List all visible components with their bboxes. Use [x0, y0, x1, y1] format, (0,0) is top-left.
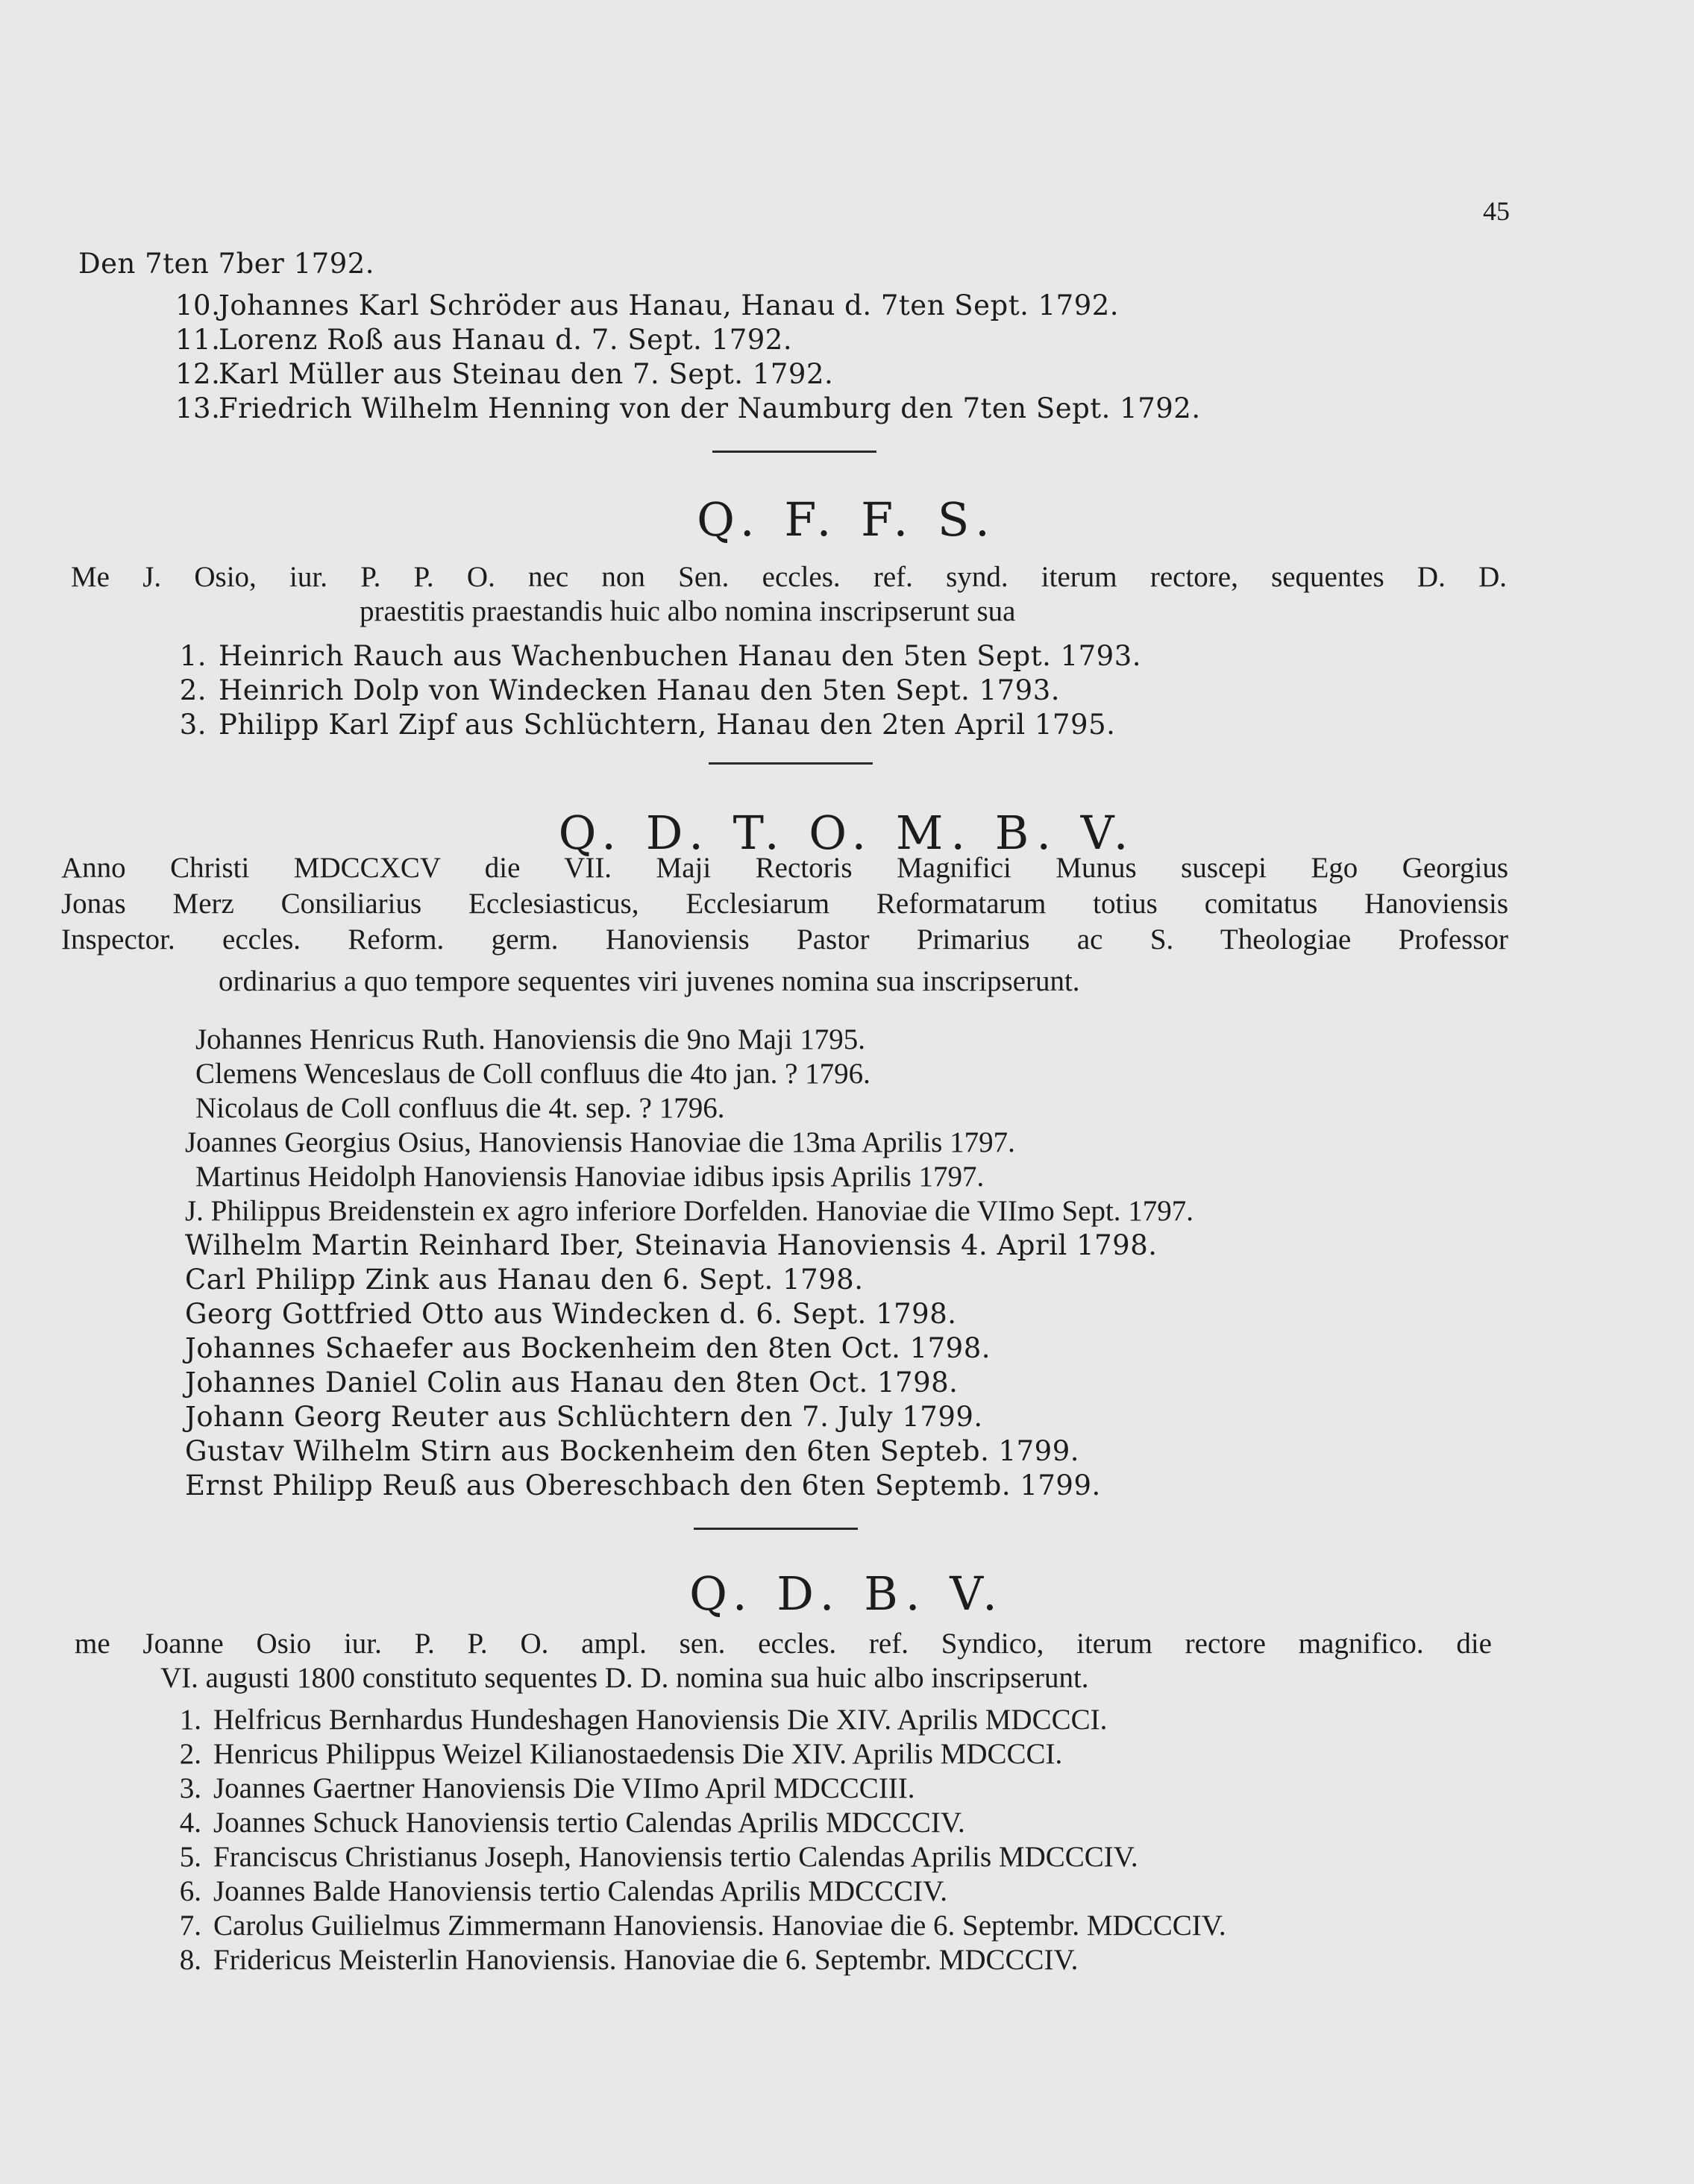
list-item	[175, 391, 1201, 427]
list-item	[170, 1874, 947, 1910]
section-divider	[712, 451, 876, 453]
intro-line: praestitis praestandis huic albo nomina inscripserunt sua	[360, 595, 1016, 627]
list-item: Georg Gottfried Otto aus Windecken d. 6. Sept. 1798.	[185, 1298, 957, 1330]
list-item-number: 11.	[175, 324, 221, 356]
list-item-text: Heinrich Dolp von Windecken Hanau den 5ten Sept. 1793.	[219, 674, 1061, 706]
section-divider	[694, 1528, 858, 1530]
list-item: Ernst Philipp Reuß aus Obereschbach den 6ten Septemb. 1799.	[185, 1469, 1101, 1502]
list-item-text: Johannes Karl Schröder aus Hanau, Hanau d. 7ten Sept. 1792.	[219, 289, 1120, 321]
list-item-text: Joannes Gaertner Hanoviensis Die VIImo April MDCCCIII.	[213, 1772, 915, 1804]
list-item: Martinus Heidolph Hanoviensis Hanoviae idibus ipsis Aprilis 1797.	[195, 1161, 985, 1193]
list-item	[170, 1702, 1107, 1738]
intro-line: ordinarius a quo tempore sequentes viri juvenes nomina sua inscripserunt.	[219, 965, 1080, 997]
list-item: J. Philippus Breidenstein ex agro inferiore Dorfelden. Hanoviae die VIImo Sept. 1797.	[185, 1195, 1194, 1227]
list-item	[170, 1908, 1226, 1944]
list-item	[175, 673, 1060, 709]
section-heading: Q. D. T. O. M. B. V.	[558, 806, 1136, 860]
list-item-text: Karl Müller aus Steinau den 7. Sept. 1792.	[219, 358, 834, 390]
date-line: Den 7ten 7ber 1792.	[78, 248, 375, 280]
list-item-number: 2.	[179, 1738, 201, 1770]
list-item	[175, 638, 1141, 674]
list-item-text: Joannes Balde Hanoviensis tertio Calendas Aprilis MDCCCIV.	[213, 1875, 947, 1907]
list-item-number: 1.	[179, 640, 207, 672]
list-item-number: 3.	[179, 1772, 201, 1804]
list-item	[170, 1805, 965, 1841]
section-heading: Q. F. F. S.	[697, 492, 997, 547]
list-item-text: Helfricus Bernhardus Hundeshagen Hanoviensis Die XIV. Aprilis MDCCCI.	[213, 1704, 1108, 1736]
list-item: Johannes Daniel Colin aus Hanau den 8ten Oct. 1798.	[185, 1366, 959, 1399]
list-item	[170, 1736, 1062, 1772]
list-item: Joannes Georgius Osius, Hanoviensis Hanoviae die 13ma Aprilis 1797.	[185, 1126, 1015, 1158]
list-item-number: 3.	[179, 709, 207, 741]
list-item: Johannes Schaefer aus Bockenheim den 8ten Oct. 1798.	[185, 1332, 991, 1364]
list-item-text: Heinrich Rauch aus Wachenbuchen Hanau den 5ten Sept. 1793.	[219, 640, 1142, 672]
list-item-text: Henricus Philippus Weizel Kilianostaedensis Die XIV. Aprilis MDCCCI.	[213, 1738, 1063, 1770]
intro-line: me Joanne Osio iur. P. P. O. ampl. sen. eccles. ref. Syndico, iterum rectore magnifico. die	[75, 1628, 1492, 1660]
list-item-number: 5.	[179, 1841, 201, 1873]
list-item-text: Philipp Karl Zipf aus Schlüchtern, Hanau den 2ten April 1795.	[219, 709, 1116, 741]
intro-line: VI. augusti 1800 constituto sequentes D. D. nomina sua huic albo inscripserunt.	[160, 1662, 1089, 1694]
intro-line: Jonas Merz Consiliarius Ecclesiasticus, Ecclesiarum Reformatarum totius comitatus Hanoviensis	[61, 888, 1508, 920]
list-item-number: 4.	[179, 1807, 201, 1839]
list-item: Gustav Wilhelm Stirn aus Bockenheim den 6ten Septeb. 1799.	[185, 1435, 1080, 1467]
list-item-text: Lorenz Roß aus Hanau d. 7. Sept. 1792.	[219, 324, 793, 356]
list-item	[175, 288, 1119, 324]
list-item-number: 10.	[175, 289, 221, 321]
list-item-number: 1.	[179, 1704, 201, 1736]
list-item	[170, 1839, 1138, 1875]
list-item-number: 12.	[175, 358, 221, 390]
intro-line: Anno Christi MDCCXCV die VII. Maji Rectoris Magnifici Munus suscepi Ego Georgius	[61, 852, 1508, 884]
list-item-number: 7.	[179, 1910, 201, 1942]
list-item: Wilhelm Martin Reinhard Iber, Steinavia Hanoviensis 4. April 1798.	[185, 1229, 1158, 1261]
list-item-number: 8.	[179, 1944, 201, 1976]
list-item: Nicolaus de Coll confluus die 4t. sep. ? 1796.	[195, 1092, 725, 1124]
list-item-number: 6.	[179, 1875, 201, 1907]
list-item-text: Carolus Guilielmus Zimmermann Hanoviensis. Hanoviae die 6. Septembr. MDCCCIV.	[213, 1910, 1226, 1942]
list-item	[170, 1771, 915, 1807]
page-number: 45	[1483, 196, 1510, 226]
list-item	[170, 1942, 1078, 1978]
list-item	[175, 707, 1115, 743]
list-item-text: Joannes Schuck Hanoviensis tertio Calendas Aprilis MDCCCIV.	[213, 1807, 965, 1839]
list-item: Johann Georg Reuter aus Schlüchtern den 7. July 1799.	[185, 1401, 983, 1433]
list-item-text: Friedrich Wilhelm Henning von der Naumburg den 7ten Sept. 1792.	[219, 392, 1201, 424]
section-divider	[709, 762, 873, 765]
list-item-number: 13.	[175, 392, 221, 424]
intro-line: Me J. Osio, iur. P. P. O. nec non Sen. eccles. ref. synd. iterum rectore, sequentes D. D.	[71, 561, 1507, 593]
intro-line: Inspector. eccles. Reform. germ. Hanoviensis Pastor Primarius ac S. Theologiae Professor	[61, 923, 1508, 956]
list-item	[175, 357, 833, 392]
list-item-text: Fridericus Meisterlin Hanoviensis. Hanoviae die 6. Septembr. MDCCCIV.	[213, 1944, 1079, 1976]
list-item: Johannes Henricus Ruth. Hanoviensis die 9no Maji 1795.	[195, 1023, 865, 1055]
list-item: Clemens Wenceslaus de Coll confluus die 4to jan. ? 1796.	[195, 1058, 870, 1090]
list-item-text: Franciscus Christianus Joseph, Hanoviensis tertio Calendas Aprilis MDCCCIV.	[213, 1841, 1138, 1873]
list-item	[175, 322, 792, 358]
list-item: Carl Philipp Zink aus Hanau den 6. Sept. 1798.	[185, 1264, 864, 1296]
section-heading: Q. D. B. V.	[689, 1566, 1005, 1621]
list-item-number: 2.	[179, 674, 207, 706]
